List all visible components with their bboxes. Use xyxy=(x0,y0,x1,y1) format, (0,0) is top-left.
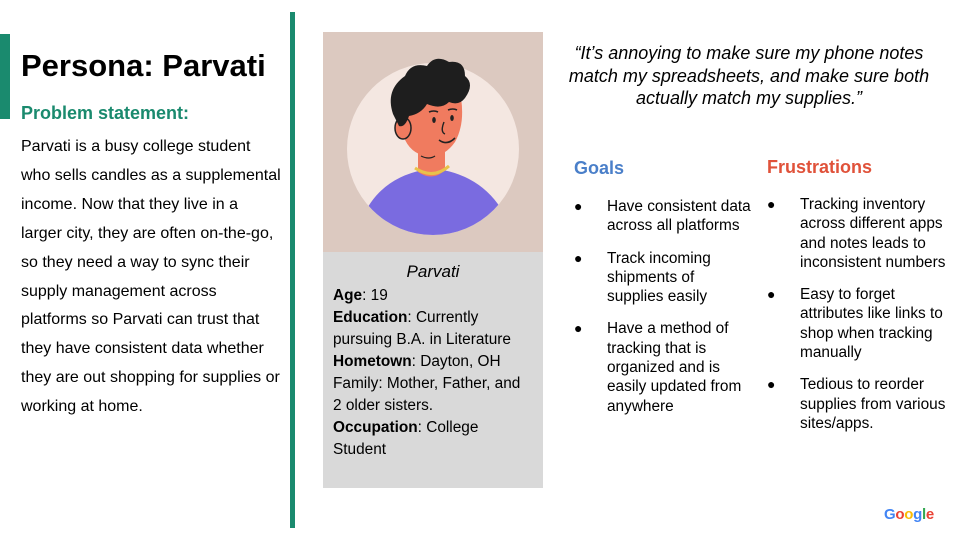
goal-item xyxy=(574,249,754,307)
bullet: ● xyxy=(767,286,776,303)
frustration-item xyxy=(767,285,947,362)
frustrations-list xyxy=(767,195,947,446)
persona-quote: “It’s annoying to make sure my phone notes match my spreadsheets, and make sure both actually match my supplies.” xyxy=(568,43,930,108)
goal-text: Have a method of tracking that is organized and is easily updated from anywhere xyxy=(607,320,742,415)
age-row xyxy=(333,285,533,307)
bullet: ● xyxy=(574,320,583,337)
bullet: ● xyxy=(574,198,583,214)
google-logo-letter: o xyxy=(895,506,905,523)
persona-avatar-illustration xyxy=(323,32,543,252)
bullet: ● xyxy=(767,376,776,393)
family-row: Family: Mother, Father, and 2 older sisters. xyxy=(333,375,521,414)
persona-photo xyxy=(323,32,543,252)
frustration-text: Easy to forget attributes like links to shop when tracking manually xyxy=(800,286,943,362)
education-value: : Currently pursuing B.A. in Literature xyxy=(333,309,511,348)
age-value: : 19 xyxy=(362,287,388,304)
education-row xyxy=(333,307,533,351)
page-title xyxy=(21,46,266,86)
google-logo-letter: G xyxy=(884,506,896,523)
google-logo-letter: o xyxy=(904,506,914,523)
google-logo-letter: g xyxy=(913,506,922,523)
section-divider xyxy=(290,12,295,528)
education-label: Education xyxy=(333,309,408,326)
persona-info-card xyxy=(323,252,543,488)
persona-name: Parvati xyxy=(406,262,460,281)
bullet: ● xyxy=(767,196,776,212)
problem-statement-text: Parvati is a busy college student who sells candles as a supplemental income. Now that they live in a larger city, they are often on-the-go, so they need a way to sync their supply management across platforms so Parvati can trust that they have consistent data whether they are out shopping for supplies or working at home. xyxy=(21,138,281,416)
frustration-item xyxy=(767,195,947,272)
google-logo-letter: e xyxy=(925,506,934,523)
hometown-label: Hometown xyxy=(333,353,412,370)
occupation-row xyxy=(333,417,533,461)
goal-item xyxy=(574,197,754,236)
frustrations-heading: Frustrations xyxy=(767,157,873,177)
goals-heading: Goals xyxy=(574,158,625,178)
goal-text: Track incoming shipments of supplies easily xyxy=(607,249,711,306)
problem-statement-heading: Problem statement: xyxy=(21,103,190,123)
occupation-label: Occupation xyxy=(333,419,418,436)
goal-item xyxy=(574,319,754,415)
frustration-item xyxy=(767,375,947,433)
google-logo-letter: l xyxy=(922,506,926,523)
bullet: ● xyxy=(574,249,583,266)
persona-name-title: Parvati xyxy=(162,48,266,83)
accent-bar xyxy=(0,34,10,119)
occupation-value: : College Student xyxy=(333,419,479,458)
google-logo xyxy=(884,506,934,523)
hometown-value: : Dayton, OH xyxy=(411,353,501,370)
frustration-text: Tedious to reorder supplies from various sites/apps. xyxy=(800,376,946,432)
age-label: Age xyxy=(333,287,363,304)
goal-text: Have consistent data across all platforms xyxy=(607,198,751,235)
frustration-text: Tracking inventory across different apps and notes leads to inconsistent numbers xyxy=(800,196,946,271)
hometown-row xyxy=(333,351,533,373)
goals-list xyxy=(574,197,754,429)
title-prefix: Persona: xyxy=(21,48,163,83)
